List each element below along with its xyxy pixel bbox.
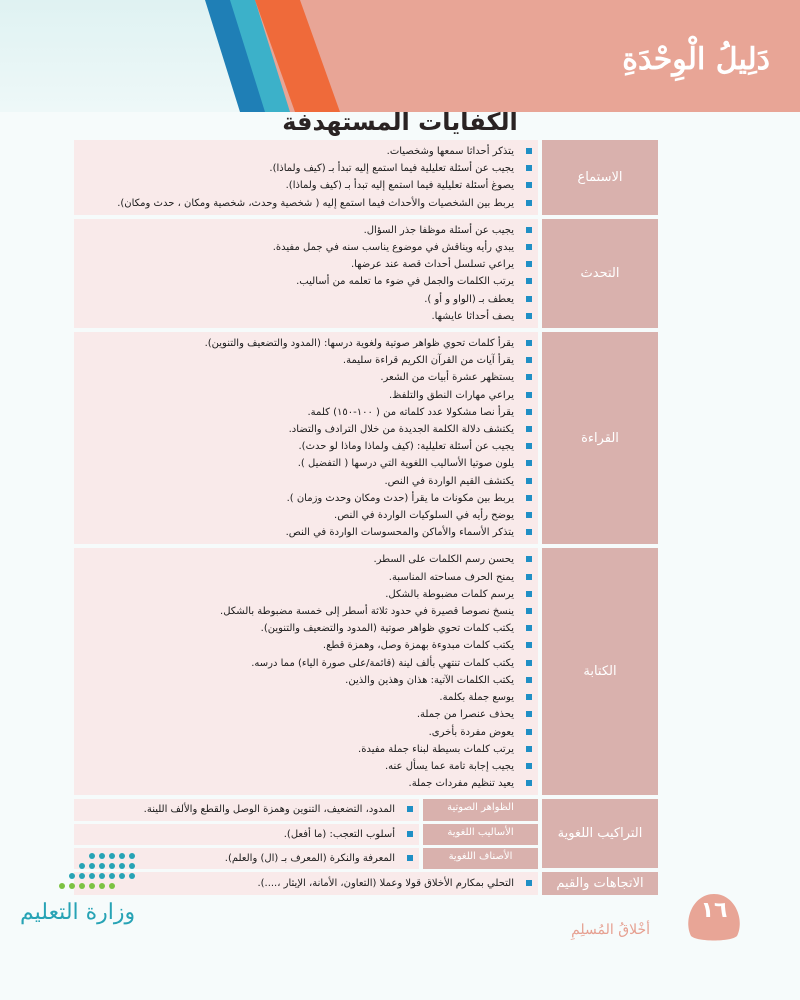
- list-item: [78, 524, 532, 541]
- list-item: [78, 724, 532, 741]
- bullet-icon: [407, 855, 413, 861]
- list-item: [78, 551, 532, 568]
- bullet-icon: [526, 227, 532, 233]
- list-item: [78, 335, 532, 352]
- list-item-text: يجيب عن أسئلة تعليلية: (كيف ولماذا وماذا لو حدث).: [298, 441, 514, 453]
- category-cell: التراكيب اللغوية: [538, 799, 658, 872]
- bullet-icon: [526, 460, 532, 466]
- bullet-icon: [526, 443, 532, 449]
- list-item: [78, 775, 532, 792]
- list-item-text: يصف أحداثا عايشها.: [431, 310, 514, 322]
- list-item: [78, 438, 532, 455]
- table-row: [74, 332, 658, 548]
- list-item: [78, 256, 532, 273]
- subcategory-cell: الأصناف اللغوية: [421, 846, 538, 870]
- bullet-icon: [526, 660, 532, 666]
- list-item-text: يوسع جملة بكلمة.: [439, 692, 514, 704]
- list-item-text: يربط بين مكونات ما يقرأ (حدث ومكان وحدث وزمان ).: [286, 492, 514, 504]
- list-item: [78, 826, 413, 843]
- competency-list: [78, 143, 532, 212]
- list-item-text: يرتب كلمات بسيطة لبناء جملة مفيدة.: [358, 743, 514, 755]
- list-item-text: يبدي رأيه ويناقش في موضوع يناسب سنه في جمل مفيدة.: [272, 242, 514, 254]
- bullet-icon: [526, 677, 532, 683]
- bullet-icon: [526, 478, 532, 484]
- bullet-icon: [526, 392, 532, 398]
- list-item: [78, 758, 532, 775]
- list-item-text: يلون صوتيا الأساليب اللغوية التي درسها ( التفضيل ).: [297, 458, 514, 470]
- list-item-text: يوضح رأيه في السلوكيات الواردة في النص.: [334, 510, 514, 522]
- list-item-text: يكتشف دلالة الكلمة الجديدة من خلال الترادف والتضاد.: [288, 424, 514, 436]
- list-item: [78, 801, 413, 818]
- bullet-icon: [526, 642, 532, 648]
- bullet-icon: [526, 746, 532, 752]
- table-row: [74, 219, 658, 332]
- subtable-row: [74, 799, 538, 822]
- list-item: [78, 387, 532, 404]
- bullet-icon: [526, 694, 532, 700]
- bullet-icon: [526, 200, 532, 206]
- list-item: [78, 291, 532, 308]
- items-cell: [74, 332, 538, 548]
- list-item: [78, 672, 532, 689]
- list-item-text: ينسخ نصوصا قصيرة في حدود ثلاثة أسطر إلى خمسة مضبوطة بالشكل.: [220, 606, 514, 618]
- list-item-text: يقرأ آيات من القرآن الكريم قراءة سليمة.: [342, 355, 514, 367]
- bullet-icon: [526, 244, 532, 250]
- bullet-icon: [526, 374, 532, 380]
- list-item-text: يعطف بـ (الواو و أو ).: [424, 293, 514, 305]
- bullet-icon: [526, 426, 532, 432]
- list-item-text: يمنح الحرف مساحته المناسبة.: [388, 571, 514, 583]
- list-item: [78, 177, 532, 194]
- competency-list: [78, 551, 532, 792]
- list-item-text: يكتشف القيم الواردة في النص.: [384, 475, 514, 487]
- bullet-icon: [526, 608, 532, 614]
- competencies-table-body: [74, 140, 658, 899]
- table-row: [74, 140, 658, 219]
- bullet-icon: [526, 591, 532, 597]
- list-item-text: أسلوب التعجب: (ما أفعل).: [283, 828, 395, 840]
- list-item-text: يقرأ كلمات تحوي ظواهر صوتية ولغوية درسها: (المدود والتضعيف والتنوين).: [204, 338, 514, 350]
- list-item-text: يعوض مفردة بأخرى.: [428, 726, 514, 738]
- list-item-text: يجيب عن أسئلة تعليلية فيما استمع إليه تبدأ بـ (كيف ولماذا).: [269, 163, 514, 175]
- list-item-text: يتذكر أحداثا سمعها وشخصيات.: [386, 146, 514, 157]
- list-item-text: يصوغ أسئلة تعليلية فيما استمع إليه تبدأ بـ (كيف ولماذا).: [285, 180, 514, 192]
- bullet-icon: [526, 574, 532, 580]
- list-item-text: المعرفة والنكرة (المعرف بـ (ال) والعلم).: [224, 852, 395, 864]
- subcategory-cell: الظواهر الصوتية: [421, 799, 538, 822]
- bullet-icon: [526, 512, 532, 518]
- bullet-icon: [526, 625, 532, 631]
- competency-list: [78, 335, 532, 541]
- list-item-text: يكتب كلمات تحوي ظواهر صوتية (المدود والتضعيف والتنوين).: [260, 623, 514, 635]
- list-item: [78, 637, 532, 654]
- list-item: [78, 369, 532, 386]
- bullet-icon: [407, 806, 413, 812]
- list-item-text: التحلي بمكارم الأخلاق قولا وعملا (التعاون، الأمانة، الإيثار ،....).: [257, 877, 514, 889]
- list-item-text: يعيد تنظيم مفردات جملة.: [408, 778, 514, 790]
- bullet-icon: [526, 495, 532, 501]
- bullet-icon: [407, 831, 413, 837]
- list-item: [78, 143, 532, 160]
- list-item: [78, 421, 532, 438]
- table-row: [74, 548, 658, 799]
- list-item: [78, 603, 532, 620]
- list-item-text: يكتب كلمات تنتهي بألف لينة (قائمة/على صورة الياء) مما درسه.: [251, 657, 514, 669]
- list-item: [78, 404, 532, 421]
- list-item-text: يرتب الكلمات والجمل في ضوء ما تعلمه من أساليب.: [296, 276, 514, 288]
- list-item-text: يجيب إجابة تامة عما يسأل عنه.: [384, 760, 514, 772]
- subtable-row: [74, 822, 538, 846]
- items-cell: [74, 140, 538, 219]
- list-item-text: يراعي تسلسل أحداث قصة عند عرضها.: [350, 259, 514, 271]
- bullet-icon: [526, 729, 532, 735]
- book-title: أخْلاقُ المُسلِمِ: [571, 922, 650, 938]
- bullet-icon: [526, 296, 532, 302]
- bullet-icon: [526, 763, 532, 769]
- list-item: [78, 706, 532, 723]
- items-cell: [74, 548, 538, 799]
- items-cell: [74, 219, 538, 332]
- subcategory-item-cell: [74, 799, 421, 822]
- category-cell: القراءة: [538, 332, 658, 548]
- bullet-icon: [526, 357, 532, 363]
- section-title: الكفايات المستهدفة: [282, 108, 518, 136]
- bullet-icon: [526, 165, 532, 171]
- table-row-grammar: [74, 799, 658, 872]
- competency-list: [78, 826, 413, 843]
- table-row-values: [74, 872, 658, 899]
- competency-list: [78, 222, 532, 325]
- list-item-text: يربط بين الشخصيات والأحداث فيما استمع إليه ( شخصية وحدث، شخصية ومكان ، حدث ومكان).: [117, 197, 514, 209]
- bullet-icon: [526, 182, 532, 188]
- list-item: [78, 620, 532, 637]
- list-item-text: يراعي مهارات النطق والتلفظ.: [388, 389, 514, 401]
- bullet-icon: [526, 556, 532, 562]
- list-item: [78, 160, 532, 177]
- list-item-text: يجيب عن أسئلة موظفا جذر السؤال.: [363, 224, 514, 236]
- bullet-icon: [526, 880, 532, 886]
- bullet-icon: [526, 780, 532, 786]
- list-item-text: المدود، التضعيف، التنوين وهمزة الوصل والقطع والألف اللينة.: [143, 804, 395, 816]
- bullet-icon: [526, 529, 532, 535]
- category-cell: الاتجاهات والقيم: [538, 872, 658, 899]
- list-item-text: يكتب كلمات مبدوءة بهمزة وصل، وهمزة قطع.: [322, 640, 514, 652]
- bullet-icon: [526, 148, 532, 154]
- bullet-icon: [526, 278, 532, 284]
- ministry-logo-text: وزارة التعليم: [20, 900, 136, 925]
- subcategory-item-cell: [74, 822, 421, 846]
- page-number: ١٦: [700, 898, 728, 923]
- list-item-text: يستظهر عشرة أبيات من الشعر.: [380, 372, 514, 384]
- list-item: [78, 308, 532, 325]
- list-item: [78, 273, 532, 290]
- category-cell: الكتابة: [538, 548, 658, 799]
- list-item-text: يتذكر الأسماء والأماكن والمحسوسات الواردة في النص.: [285, 527, 514, 539]
- list-item-text: يكتب الكلمات الآتية: هذان وهذين والذين.: [345, 674, 514, 686]
- list-item-text: يحسن رسم الكلمات على السطر.: [373, 554, 514, 566]
- list-item-text: يرسم كلمات مضبوطة بالشكل.: [385, 588, 514, 600]
- category-cell: الاستماع: [538, 140, 658, 219]
- unit-title: دَلِيلُ الْوِحْدَةِ: [622, 42, 770, 77]
- bullet-icon: [526, 340, 532, 346]
- category-cell: التحدث: [538, 219, 658, 332]
- list-item: [78, 569, 532, 586]
- list-item-text: يحذف عنصرا من جملة.: [416, 709, 514, 721]
- list-item: [78, 689, 532, 706]
- list-item: [78, 490, 532, 507]
- list-item: [78, 239, 532, 256]
- list-item: [78, 741, 532, 758]
- list-item: [78, 455, 532, 472]
- list-item-text: يقرأ نصا مشكولا عدد كلماته من ( ١٠٠-١٥٠) كلمة.: [307, 406, 514, 418]
- list-item: [78, 655, 532, 672]
- bullet-icon: [526, 409, 532, 415]
- list-item: [78, 195, 532, 212]
- bullet-icon: [526, 313, 532, 319]
- subcategory-cell: الأساليب اللغوية: [421, 822, 538, 846]
- list-item: [78, 507, 532, 524]
- list-item: [78, 586, 532, 603]
- list-item: [78, 473, 532, 490]
- bullet-icon: [526, 261, 532, 267]
- list-item: [78, 352, 532, 369]
- competency-list: [78, 801, 413, 818]
- competencies-table: [74, 140, 658, 899]
- list-item: [78, 222, 532, 239]
- bullet-icon: [526, 711, 532, 717]
